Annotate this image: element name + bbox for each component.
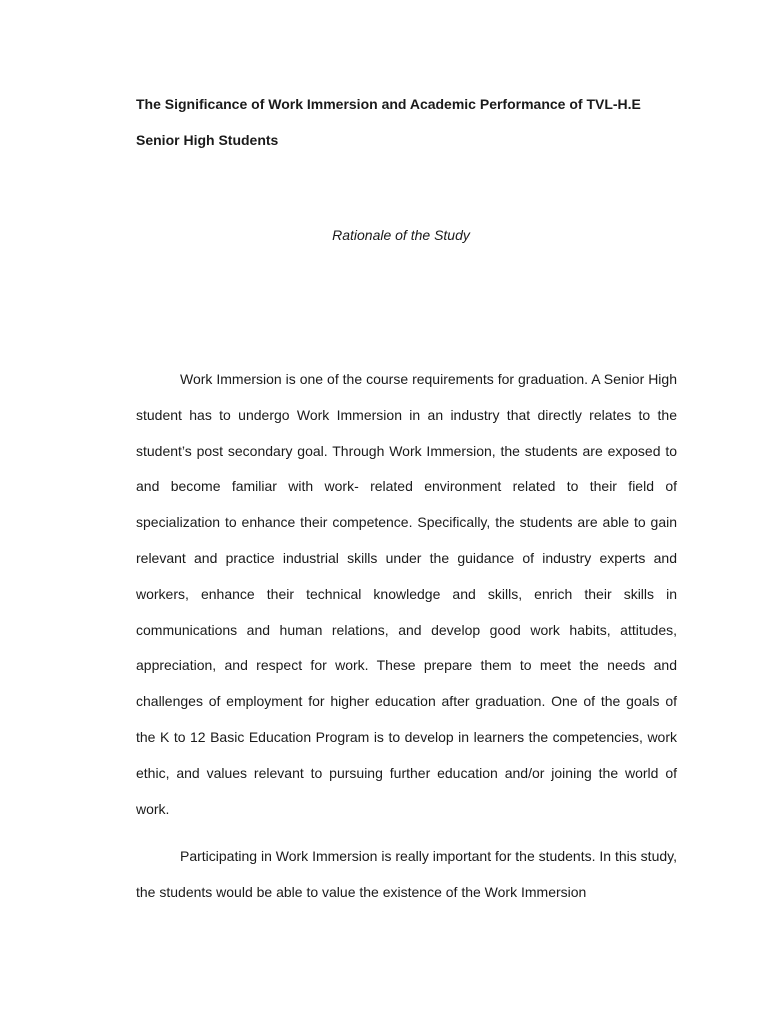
document-title: The Significance of Work Immersion and Academic Performance of TVL-H.E Senior High Students	[136, 96, 641, 148]
section-heading: Rationale of the Study	[332, 227, 470, 243]
body-paragraph-1: Work Immersion is one of the course requirements for graduation. A Senior High student has to undergo Work Immersion in an industry that directly relates to the student’s post secondary goal. Through Work Immersion, the students are exposed to and become familiar with work- related environment related to their field of specialization to enhance their competence. Specifically, the students are able to gain relevant and practice industrial skills under the guidance of industry experts and workers, enhance their technical knowledge and skills, enrich their skills in communications and human relations, and develop good work habits, attitudes, appreciation, and respect for work. These prepare them to meet the needs and challenges of employment for higher education after graduation. One of the goals of the K to 12 Basic Education Program is to develop in learners the competencies, work ethic, and values relevant to pursuing further education and/or joining the world of work.	[136, 371, 677, 817]
body-paragraph-2: Participating in Work Immersion is really important for the students. In this study, the students would be able to value the existence of the Work Immersion	[136, 848, 677, 900]
